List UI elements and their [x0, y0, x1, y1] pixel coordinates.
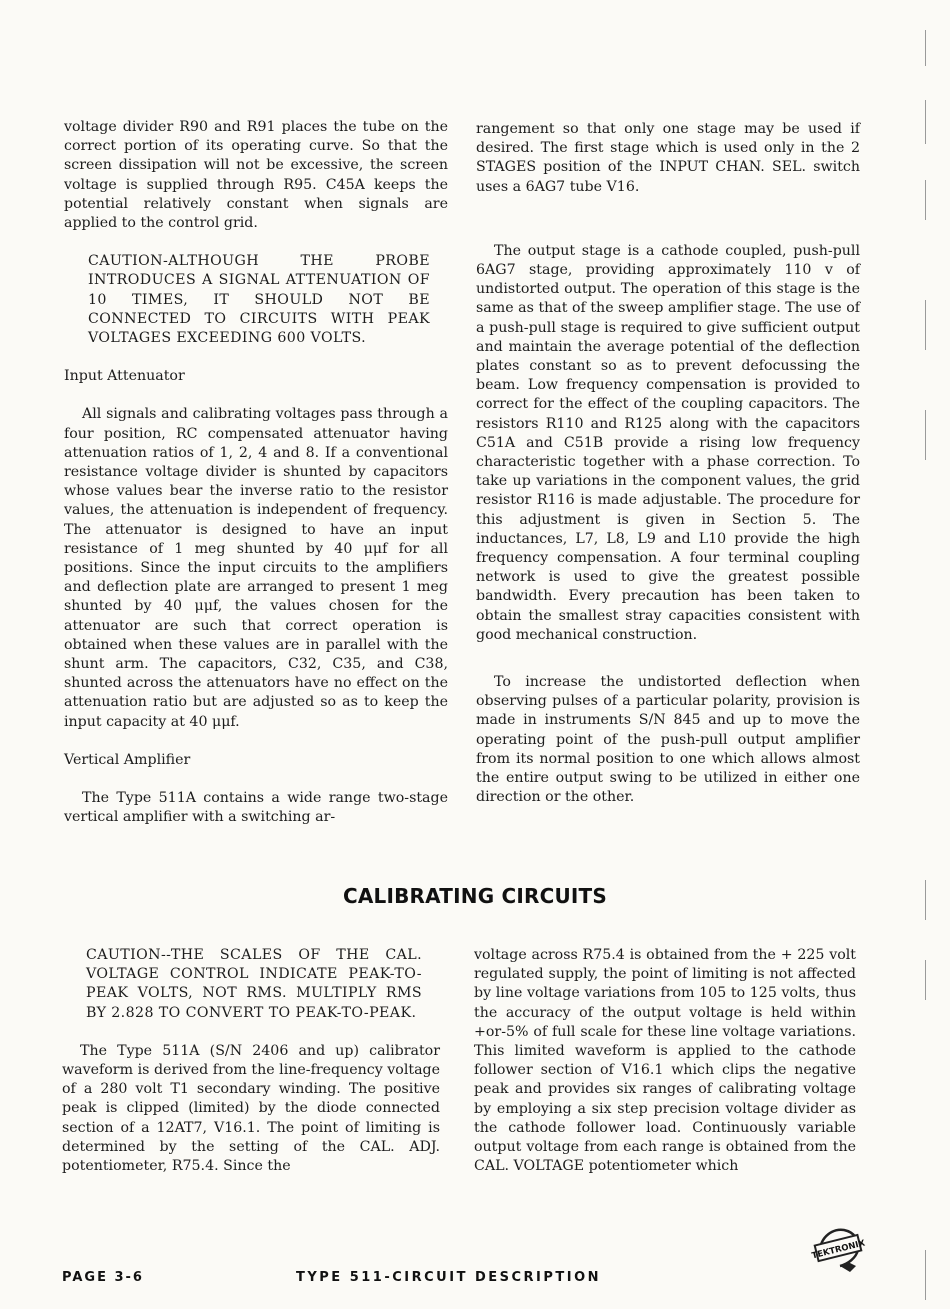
scan-edge-mark — [925, 100, 926, 144]
scan-edge-mark — [925, 880, 926, 920]
section-title: CALIBRATING CIRCUITS — [342, 884, 608, 908]
paragraph-input-attenuator: All signals and calibrating voltages pass through a four position, RC compensated attenuator having attenuation ratios of 1, 2, 4 and 8. If a conventional resistance voltage divider is shunted by capacitors whose values bear the inverse ratio to the resistor values, the attenuation is independent of frequency. The attenuator is designed to have an input resistance of 1 meg shunted by 40 μμf for all positions. Since the input circuits to the amplifiers and deflection plate are arranged to present 1 meg shunted by 40 μμf, the values chosen for the attenuator are such that correct operation is obtained when these values are in parallel with the shunt arm. The capacitors, C32, C35, and C38, shunted across the attenuators have no effect on the attenuation ratio but are adjusted so as to keep the input capacity at 40 μμf. — [64, 406, 448, 730]
footer-page-number: PAGE 3-6 — [62, 1270, 144, 1285]
paragraph-stage-arrangement: rangement so that only one stage may be used if desired. The first stage which is used only in the 2 STAGES position of the INPUT CHAN. SEL. switch uses a 6AG7 tube V16. — [476, 121, 860, 195]
paragraph-output-stage: The output stage is a cathode coupled, push-pull 6AG7 stage, providing approximately 110 v of undistorted output. The operation of this stage is the same as that of the sweep amplifier stage. The use of a push-pull stage is required to give sufficient output and maintain the average potential of the deflection plates constant so as to prevent defocussing the beam. Low frequency compensation is provided to correct for the effect of the coupling capacitors. The resistors R110 and R125 along with the capacitors C51A and C51B provide a rising low frequency characteristic together with a phase correction. To take up variations in the component values, the grid resistor R116 is made adjustable. The procedure for this adjustment is given in Section 5. The inductances, L7, L8, L9 and L10 provide the high frequency compensation. A four terminal coupling network is used to give the greatest possible bandwidth. Every precaution has been taken to obtain the smallest stray capacities consistent with good mechanical construction. — [476, 242, 860, 643]
paragraph-calibrator-waveform: The Type 511A (S/N 2406 and up) calibrator waveform is derived from the line-frequency voltage of a 280 volt T1 secondary winding. The positive peak is clipped (limited) by the diode connected section of a 12AT7, V16.1. The point of limiting is determined by the setting of the CAL. ADJ. potentiometer, R75.4. Since the — [62, 1042, 440, 1175]
scan-edge-mark — [925, 180, 926, 220]
bottom-right-column — [474, 946, 856, 1195]
top-left-column — [64, 118, 448, 847]
caution-cal-voltage: CAUTION--THE SCALES OF THE CAL. VOLTAGE CONTROL INDICATE PEAK-TO-PEAK VOLTS, NOT RMS. MULTIPLY RMS BY 2.828 TO CONVERT TO PEAK-TO-PEAK. — [86, 947, 422, 1021]
bottom-left-column — [62, 946, 440, 1195]
heading-vertical-amplifier: Vertical Amplifier — [64, 751, 191, 768]
caution-probe-note: CAUTION-ALTHOUGH THE PROBE INTRODUCES A SIGNAL ATTENUATION OF 10 TIMES, IT SHOULD NOT BE CONNECTED TO CIRCUITS WITH PEAK VOLTAGES EXCEEDING 600 VOLTS. — [88, 253, 430, 347]
scan-edge-mark — [925, 1250, 926, 1300]
heading-input-attenuator: Input Attenuator — [64, 368, 185, 385]
scan-edge-mark — [925, 410, 926, 460]
paragraph-vertical-amplifier: The Type 511A contains a wide range two-stage vertical amplifier with a switching ar- — [64, 790, 448, 826]
paragraph-regulated-supply: voltage across R75.4 is obtained from the + 225 volt regulated supply, the point of limiting is not affected by line voltage variations from 105 to 125 volts, thus the accuracy of the output voltage is held within +or-5% of full scale for these line voltage variations. This limited waveform is applied to the cathode follower section of V16.1 which clips the negative peak and provides six ranges of calibrating voltage by employing a six step precision voltage divider as the cathode follower load. Continuously variable output voltage from each range is obtained from the CAL. VOLTAGE potentiometer which — [474, 947, 856, 1175]
footer-document-title: TYPE 511-CIRCUIT DESCRIPTION — [296, 1270, 602, 1285]
scan-edge-mark — [925, 960, 926, 1000]
top-right-column — [476, 120, 860, 827]
scan-edge-mark — [925, 30, 926, 66]
tektronix-logo — [810, 1222, 868, 1274]
paragraph-screen-voltage: voltage divider R90 and R91 places the tube on the correct portion of its operating curve. So that the screen dissipation will not be excessive, the screen voltage is supplied through R95. C45A keeps the potential relatively constant when signals are applied to the control grid. — [64, 119, 448, 232]
paragraph-undistorted-deflection: To increase the undistorted deflection when observing pulses of a particular polarity, provision is made in instruments S/N 845 and up to move the operating point of the push-pull output amplifier from its normal position to one which allows almost the entire output swing to be utilized in either one direction or the other. — [476, 674, 860, 806]
scan-edge-mark — [925, 300, 926, 350]
logo-label: TEKTRONIX — [810, 1238, 867, 1262]
